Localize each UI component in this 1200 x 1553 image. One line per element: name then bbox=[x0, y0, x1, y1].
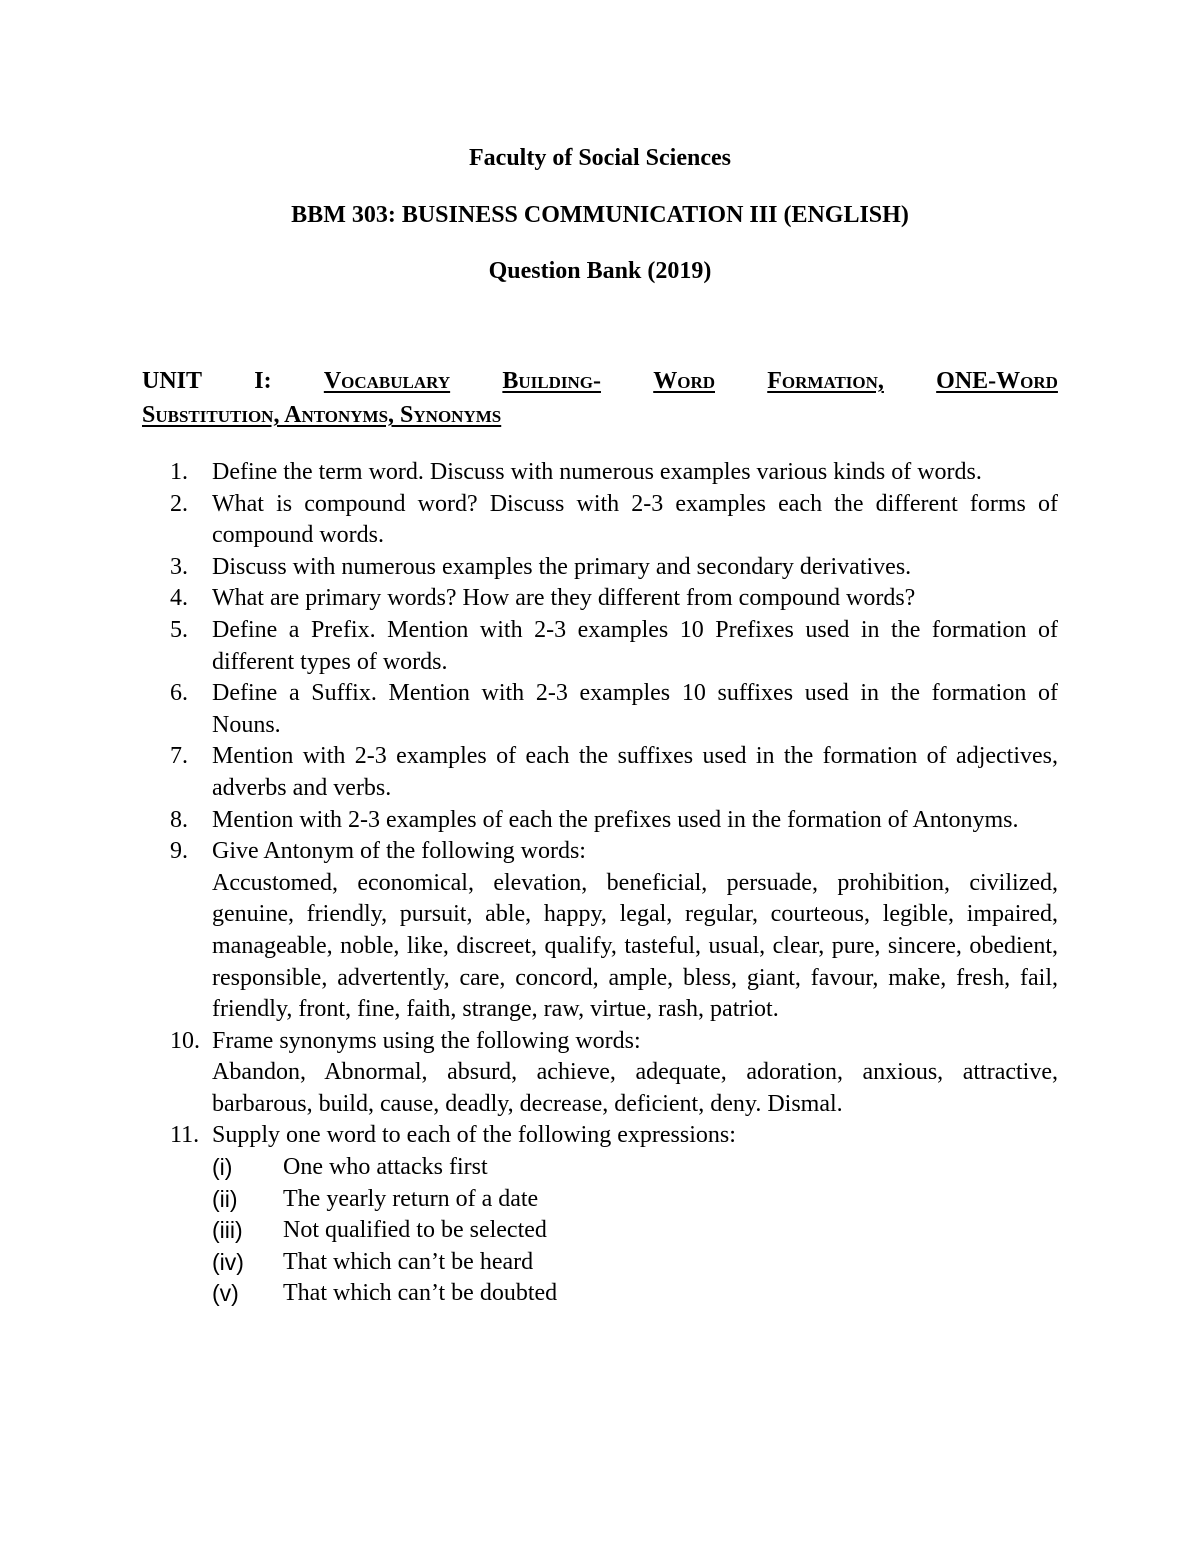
question-number: 4. bbox=[170, 585, 188, 612]
expression-number: (iii) bbox=[212, 1217, 243, 1244]
question-number: 2. bbox=[170, 490, 188, 517]
question-number: 10. bbox=[170, 1027, 200, 1054]
question-text: Define a Suffix. Mention with 2-3 examples 10 suffixes used in the formation of Nouns. bbox=[212, 680, 1058, 738]
question-number: 7. bbox=[170, 743, 188, 770]
expression-text: That which can’t be doubted bbox=[283, 1280, 558, 1307]
question-item bbox=[170, 489, 1058, 552]
question-item bbox=[170, 678, 1058, 741]
unit-topic-word: Word bbox=[653, 368, 715, 394]
synonym-word-list: Abandon, Abnormal, absurd, achieve, adequate, adoration, anxious, attractive, barbarous, build, cause, deadly, decrease, deficient, deny. Dismal. bbox=[212, 1059, 1058, 1117]
unit-heading-line2 bbox=[142, 398, 1058, 432]
unit-topic-word: Formation, bbox=[767, 368, 884, 394]
question-text: Define a Prefix. Mention with 2-3 examples 10 Prefixes used in the formation of different types of words. bbox=[212, 616, 1058, 675]
question-number: 3. bbox=[170, 553, 188, 580]
expression-number: (ii) bbox=[212, 1185, 238, 1212]
question-number: 8. bbox=[170, 806, 188, 833]
question-item bbox=[170, 836, 1058, 1026]
question-text: Mention with 2-3 examples of each the suffixes used in the formation of adjectives, adverbs and verbs. bbox=[212, 743, 1058, 801]
question-text: Define the term word. Discuss with numerous examples various kinds of words. bbox=[212, 459, 982, 485]
unit-heading-line1 bbox=[142, 364, 1058, 398]
question-text: What is compound word? Discuss with 2-3 examples each the different forms of compound words. bbox=[212, 490, 1058, 549]
unit-topic-continued: Substitution, Antonyms, Synonyms bbox=[142, 402, 502, 428]
unit-label: UNIT bbox=[142, 368, 203, 394]
question-item bbox=[170, 741, 1058, 804]
question-text: Give Antonym of the following words: bbox=[212, 838, 586, 865]
expression-number: (v) bbox=[212, 1280, 239, 1307]
expression-item bbox=[170, 1152, 1058, 1184]
question-number: 11. bbox=[170, 1122, 200, 1149]
expression-text: Not qualified to be selected bbox=[283, 1217, 547, 1244]
course-title: BBM 303: BUSINESS COMMUNICATION III (ENGLISH) bbox=[291, 202, 909, 228]
question-item bbox=[170, 615, 1058, 678]
question-item bbox=[170, 457, 1058, 489]
expression-text: One who attacks first bbox=[283, 1154, 488, 1181]
expression-number: (i) bbox=[212, 1154, 233, 1181]
question-item bbox=[170, 552, 1058, 584]
expression-text: The yearly return of a date bbox=[283, 1185, 539, 1212]
question-text: Discuss with numerous examples the primary and secondary derivatives. bbox=[212, 553, 912, 580]
question-item bbox=[170, 1120, 1058, 1152]
question-body bbox=[212, 1026, 1058, 1121]
question-text: Frame synonyms using the following words: bbox=[212, 1027, 641, 1054]
question-text: Mention with 2-3 examples of each the prefixes used in the formation of Antonyms. bbox=[212, 806, 1019, 833]
expression-item bbox=[170, 1247, 1058, 1279]
question-number: 1. bbox=[170, 459, 188, 485]
expression-number: (iv) bbox=[212, 1248, 244, 1275]
question-text: What are primary words? How are they different from compound words? bbox=[212, 585, 916, 612]
unit-heading bbox=[142, 364, 1058, 432]
question-number: 6. bbox=[170, 680, 188, 707]
unit-topic-word: Vocabulary bbox=[323, 368, 451, 394]
question-item bbox=[170, 1026, 1058, 1121]
question-item bbox=[170, 583, 1058, 615]
unit-number: I: bbox=[254, 368, 272, 394]
antonym-word-list: Accustomed, economical, elevation, beneficial, persuade, prohibition, civilized, genuine, friendly, pursuit, able, happy, legal, regular, courteous, legible, impaired, manageable, noble, like, discreet, qualify, tasteful, usual, clear, pure, sincere, obedient, responsible, advertently, care, concord, ample, bless, giant, favour, make, fresh, fail, friendly, front, fine, faith, strange, raw, virtue, rash, patriot. bbox=[212, 869, 1058, 1023]
unit-topic-word: ONE-Word bbox=[936, 368, 1058, 394]
expression-item bbox=[170, 1278, 1058, 1310]
expression-item bbox=[170, 1184, 1058, 1216]
question-item bbox=[170, 805, 1058, 837]
question-body bbox=[212, 836, 1058, 1026]
question-number: 9. bbox=[170, 838, 188, 865]
expression-item bbox=[170, 1215, 1058, 1247]
unit-topic-word: Building- bbox=[502, 368, 601, 394]
question-number: 5. bbox=[170, 616, 188, 643]
expression-text: That which can’t be heard bbox=[283, 1248, 534, 1275]
question-list bbox=[170, 457, 1058, 1310]
faculty-title: Faculty of Social Sciences bbox=[469, 145, 731, 171]
question-text: Supply one word to each of the following expressions: bbox=[212, 1122, 736, 1149]
document-subtitle: Question Bank (2019) bbox=[488, 258, 712, 284]
